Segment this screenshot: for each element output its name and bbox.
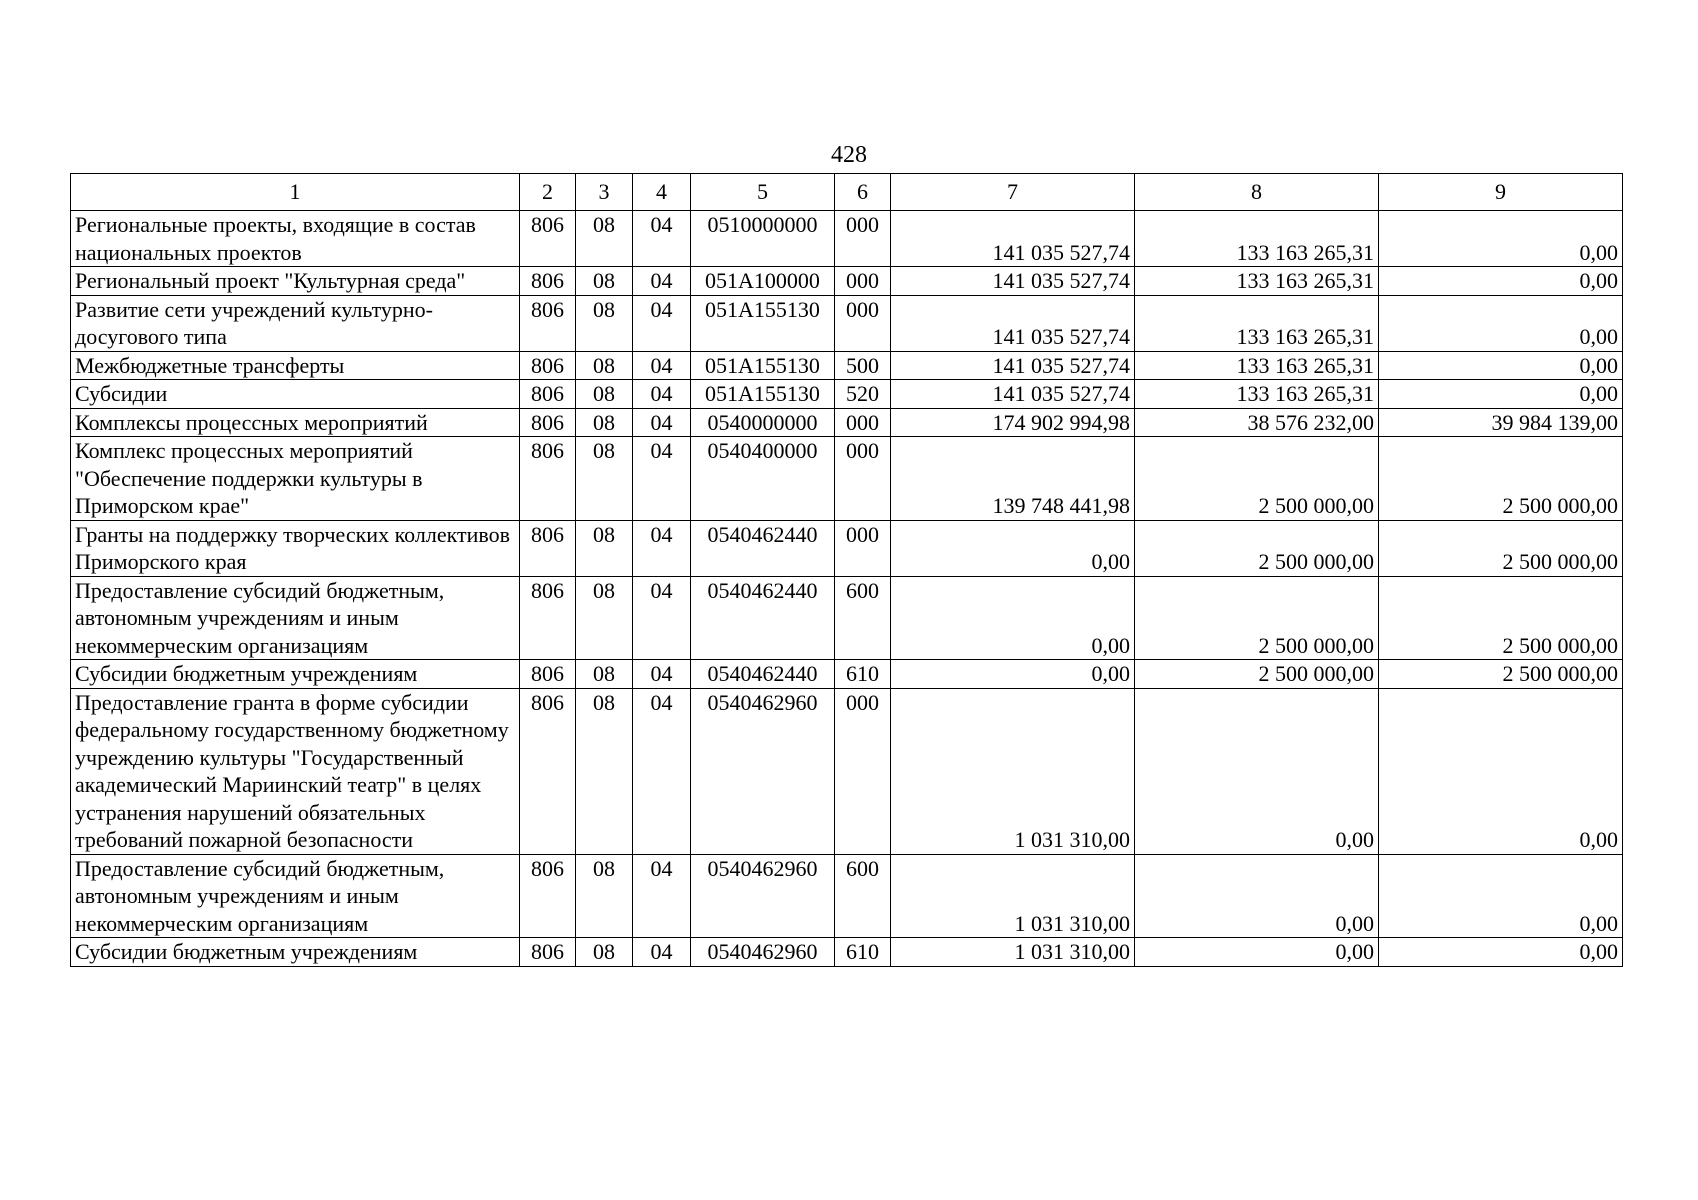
column-header: 3 [576, 174, 633, 211]
row-amount-7: 141 035 527,74 [891, 351, 1135, 380]
row-amount-8: 133 163 265,31 [1135, 380, 1379, 409]
row-ministry-code: 806 [520, 267, 576, 296]
row-amount-7: 0,00 [891, 660, 1135, 689]
row-amount-7: 0,00 [891, 520, 1135, 576]
row-name: Региональные проекты, входящие в состав национальных проектов [71, 211, 520, 267]
table-row [71, 688, 1623, 854]
row-name: Субсидии [71, 380, 520, 409]
row-name: Развитие сети учреждений культурно-досугового типа [71, 295, 520, 351]
row-ministry-code: 806 [520, 380, 576, 409]
row-target-code: 051A100000 [691, 267, 835, 296]
budget-table [70, 173, 1623, 967]
table-row [71, 576, 1623, 660]
row-amount-8: 133 163 265,31 [1135, 267, 1379, 296]
table-row [71, 211, 1623, 267]
page-number: 428 [831, 142, 867, 168]
row-amount-8: 133 163 265,31 [1135, 295, 1379, 351]
row-section-code: 08 [576, 267, 633, 296]
row-amount-7: 139 748 441,98 [891, 437, 1135, 521]
row-name: Комплекс процессных мероприятий "Обеспечение поддержки культуры в Приморском крае" [71, 437, 520, 521]
row-amount-9: 39 984 139,00 [1379, 408, 1623, 437]
row-amount-9: 2 500 000,00 [1379, 660, 1623, 689]
row-ministry-code: 806 [520, 938, 576, 967]
row-subsection-code: 04 [633, 854, 691, 938]
row-subsection-code: 04 [633, 408, 691, 437]
row-target-code: 051A155130 [691, 380, 835, 409]
row-target-code: 051A155130 [691, 351, 835, 380]
row-amount-8: 0,00 [1135, 854, 1379, 938]
row-section-code: 08 [576, 660, 633, 689]
row-section-code: 08 [576, 211, 633, 267]
column-header: 7 [891, 174, 1135, 211]
row-target-code: 0540462960 [691, 854, 835, 938]
column-header: 9 [1379, 174, 1623, 211]
row-name: Региональный проект "Культурная среда" [71, 267, 520, 296]
row-expense-type: 000 [835, 688, 891, 854]
row-target-code: 0540462440 [691, 576, 835, 660]
row-target-code: 0540462440 [691, 660, 835, 689]
row-expense-type: 000 [835, 211, 891, 267]
row-expense-type: 500 [835, 351, 891, 380]
row-target-code: 0540462960 [691, 688, 835, 854]
row-target-code: 0540462960 [691, 938, 835, 967]
row-target-code: 0540000000 [691, 408, 835, 437]
row-subsection-code: 04 [633, 437, 691, 521]
row-expense-type: 000 [835, 408, 891, 437]
header-row [71, 174, 1623, 211]
row-section-code: 08 [576, 437, 633, 521]
column-header: 6 [835, 174, 891, 211]
row-section-code: 08 [576, 295, 633, 351]
table-row [71, 938, 1623, 967]
row-section-code: 08 [576, 576, 633, 660]
row-ministry-code: 806 [520, 295, 576, 351]
row-amount-9: 2 500 000,00 [1379, 520, 1623, 576]
row-amount-8: 133 163 265,31 [1135, 351, 1379, 380]
row-subsection-code: 04 [633, 211, 691, 267]
row-amount-9: 0,00 [1379, 380, 1623, 409]
row-ministry-code: 806 [520, 211, 576, 267]
row-ministry-code: 806 [520, 660, 576, 689]
row-name: Предоставление субсидий бюджетным, автономным учреждениям и иным некоммерческим организациям [71, 576, 520, 660]
row-amount-9: 0,00 [1379, 351, 1623, 380]
row-section-code: 08 [576, 688, 633, 854]
row-subsection-code: 04 [633, 295, 691, 351]
row-name: Межбюджетные трансферты [71, 351, 520, 380]
row-target-code: 0540462440 [691, 520, 835, 576]
row-subsection-code: 04 [633, 267, 691, 296]
table-row [71, 437, 1623, 521]
row-name: Субсидии бюджетным учреждениям [71, 660, 520, 689]
row-expense-type: 000 [835, 520, 891, 576]
column-header: 8 [1135, 174, 1379, 211]
row-section-code: 08 [576, 938, 633, 967]
row-ministry-code: 806 [520, 688, 576, 854]
row-ministry-code: 806 [520, 520, 576, 576]
table-row [71, 660, 1623, 689]
row-target-code: 0510000000 [691, 211, 835, 267]
row-expense-type: 520 [835, 380, 891, 409]
row-subsection-code: 04 [633, 380, 691, 409]
table-row [71, 295, 1623, 351]
row-ministry-code: 806 [520, 854, 576, 938]
row-subsection-code: 04 [633, 576, 691, 660]
row-ministry-code: 806 [520, 408, 576, 437]
row-subsection-code: 04 [633, 660, 691, 689]
row-amount-7: 1 031 310,00 [891, 688, 1135, 854]
row-name: Гранты на поддержку творческих коллективов Приморского края [71, 520, 520, 576]
row-expense-type: 600 [835, 854, 891, 938]
row-amount-7: 141 035 527,74 [891, 295, 1135, 351]
row-subsection-code: 04 [633, 351, 691, 380]
row-section-code: 08 [576, 408, 633, 437]
row-amount-8: 38 576 232,00 [1135, 408, 1379, 437]
row-amount-7: 141 035 527,74 [891, 267, 1135, 296]
row-expense-type: 610 [835, 938, 891, 967]
row-ministry-code: 806 [520, 576, 576, 660]
row-expense-type: 000 [835, 295, 891, 351]
row-name: Предоставление субсидий бюджетным, автономным учреждениям и иным некоммерческим организациям [71, 854, 520, 938]
row-expense-type: 610 [835, 660, 891, 689]
row-amount-7: 174 902 994,98 [891, 408, 1135, 437]
row-amount-9: 0,00 [1379, 854, 1623, 938]
table-row [71, 267, 1623, 296]
row-amount-7: 141 035 527,74 [891, 211, 1135, 267]
row-section-code: 08 [576, 520, 633, 576]
row-amount-7: 141 035 527,74 [891, 380, 1135, 409]
row-target-code: 0540400000 [691, 437, 835, 521]
row-section-code: 08 [576, 854, 633, 938]
row-amount-8: 0,00 [1135, 688, 1379, 854]
row-amount-7: 1 031 310,00 [891, 854, 1135, 938]
row-subsection-code: 04 [633, 520, 691, 576]
row-expense-type: 000 [835, 437, 891, 521]
table-row [71, 380, 1623, 409]
row-amount-9: 2 500 000,00 [1379, 437, 1623, 521]
row-amount-9: 0,00 [1379, 688, 1623, 854]
row-amount-8: 0,00 [1135, 938, 1379, 967]
row-subsection-code: 04 [633, 688, 691, 854]
row-amount-8: 2 500 000,00 [1135, 437, 1379, 521]
row-ministry-code: 806 [520, 437, 576, 521]
row-section-code: 08 [576, 380, 633, 409]
row-expense-type: 600 [835, 576, 891, 660]
row-name: Предоставление гранта в форме субсидии федеральному государственному бюджетному учреждению культуры "Государственный академический Мариинский театр" в целях устранения нарушений обязательных требований пожарной безопасности [71, 688, 520, 854]
row-amount-7: 0,00 [891, 576, 1135, 660]
column-header: 1 [71, 174, 520, 211]
table-row [71, 351, 1623, 380]
table-row [71, 520, 1623, 576]
row-ministry-code: 806 [520, 351, 576, 380]
column-header: 4 [633, 174, 691, 211]
row-target-code: 051A155130 [691, 295, 835, 351]
row-section-code: 08 [576, 351, 633, 380]
row-amount-9: 2 500 000,00 [1379, 576, 1623, 660]
table-row [71, 854, 1623, 938]
row-amount-8: 2 500 000,00 [1135, 660, 1379, 689]
table-row [71, 408, 1623, 437]
row-name: Комплексы процессных мероприятий [71, 408, 520, 437]
row-amount-8: 2 500 000,00 [1135, 520, 1379, 576]
row-subsection-code: 04 [633, 938, 691, 967]
column-header: 5 [691, 174, 835, 211]
row-amount-9: 0,00 [1379, 938, 1623, 967]
row-amount-9: 0,00 [1379, 267, 1623, 296]
row-amount-7: 1 031 310,00 [891, 938, 1135, 967]
column-header: 2 [520, 174, 576, 211]
row-amount-8: 2 500 000,00 [1135, 576, 1379, 660]
row-amount-9: 0,00 [1379, 295, 1623, 351]
row-amount-8: 133 163 265,31 [1135, 211, 1379, 267]
row-name: Субсидии бюджетным учреждениям [71, 938, 520, 967]
row-expense-type: 000 [835, 267, 891, 296]
row-amount-9: 0,00 [1379, 211, 1623, 267]
